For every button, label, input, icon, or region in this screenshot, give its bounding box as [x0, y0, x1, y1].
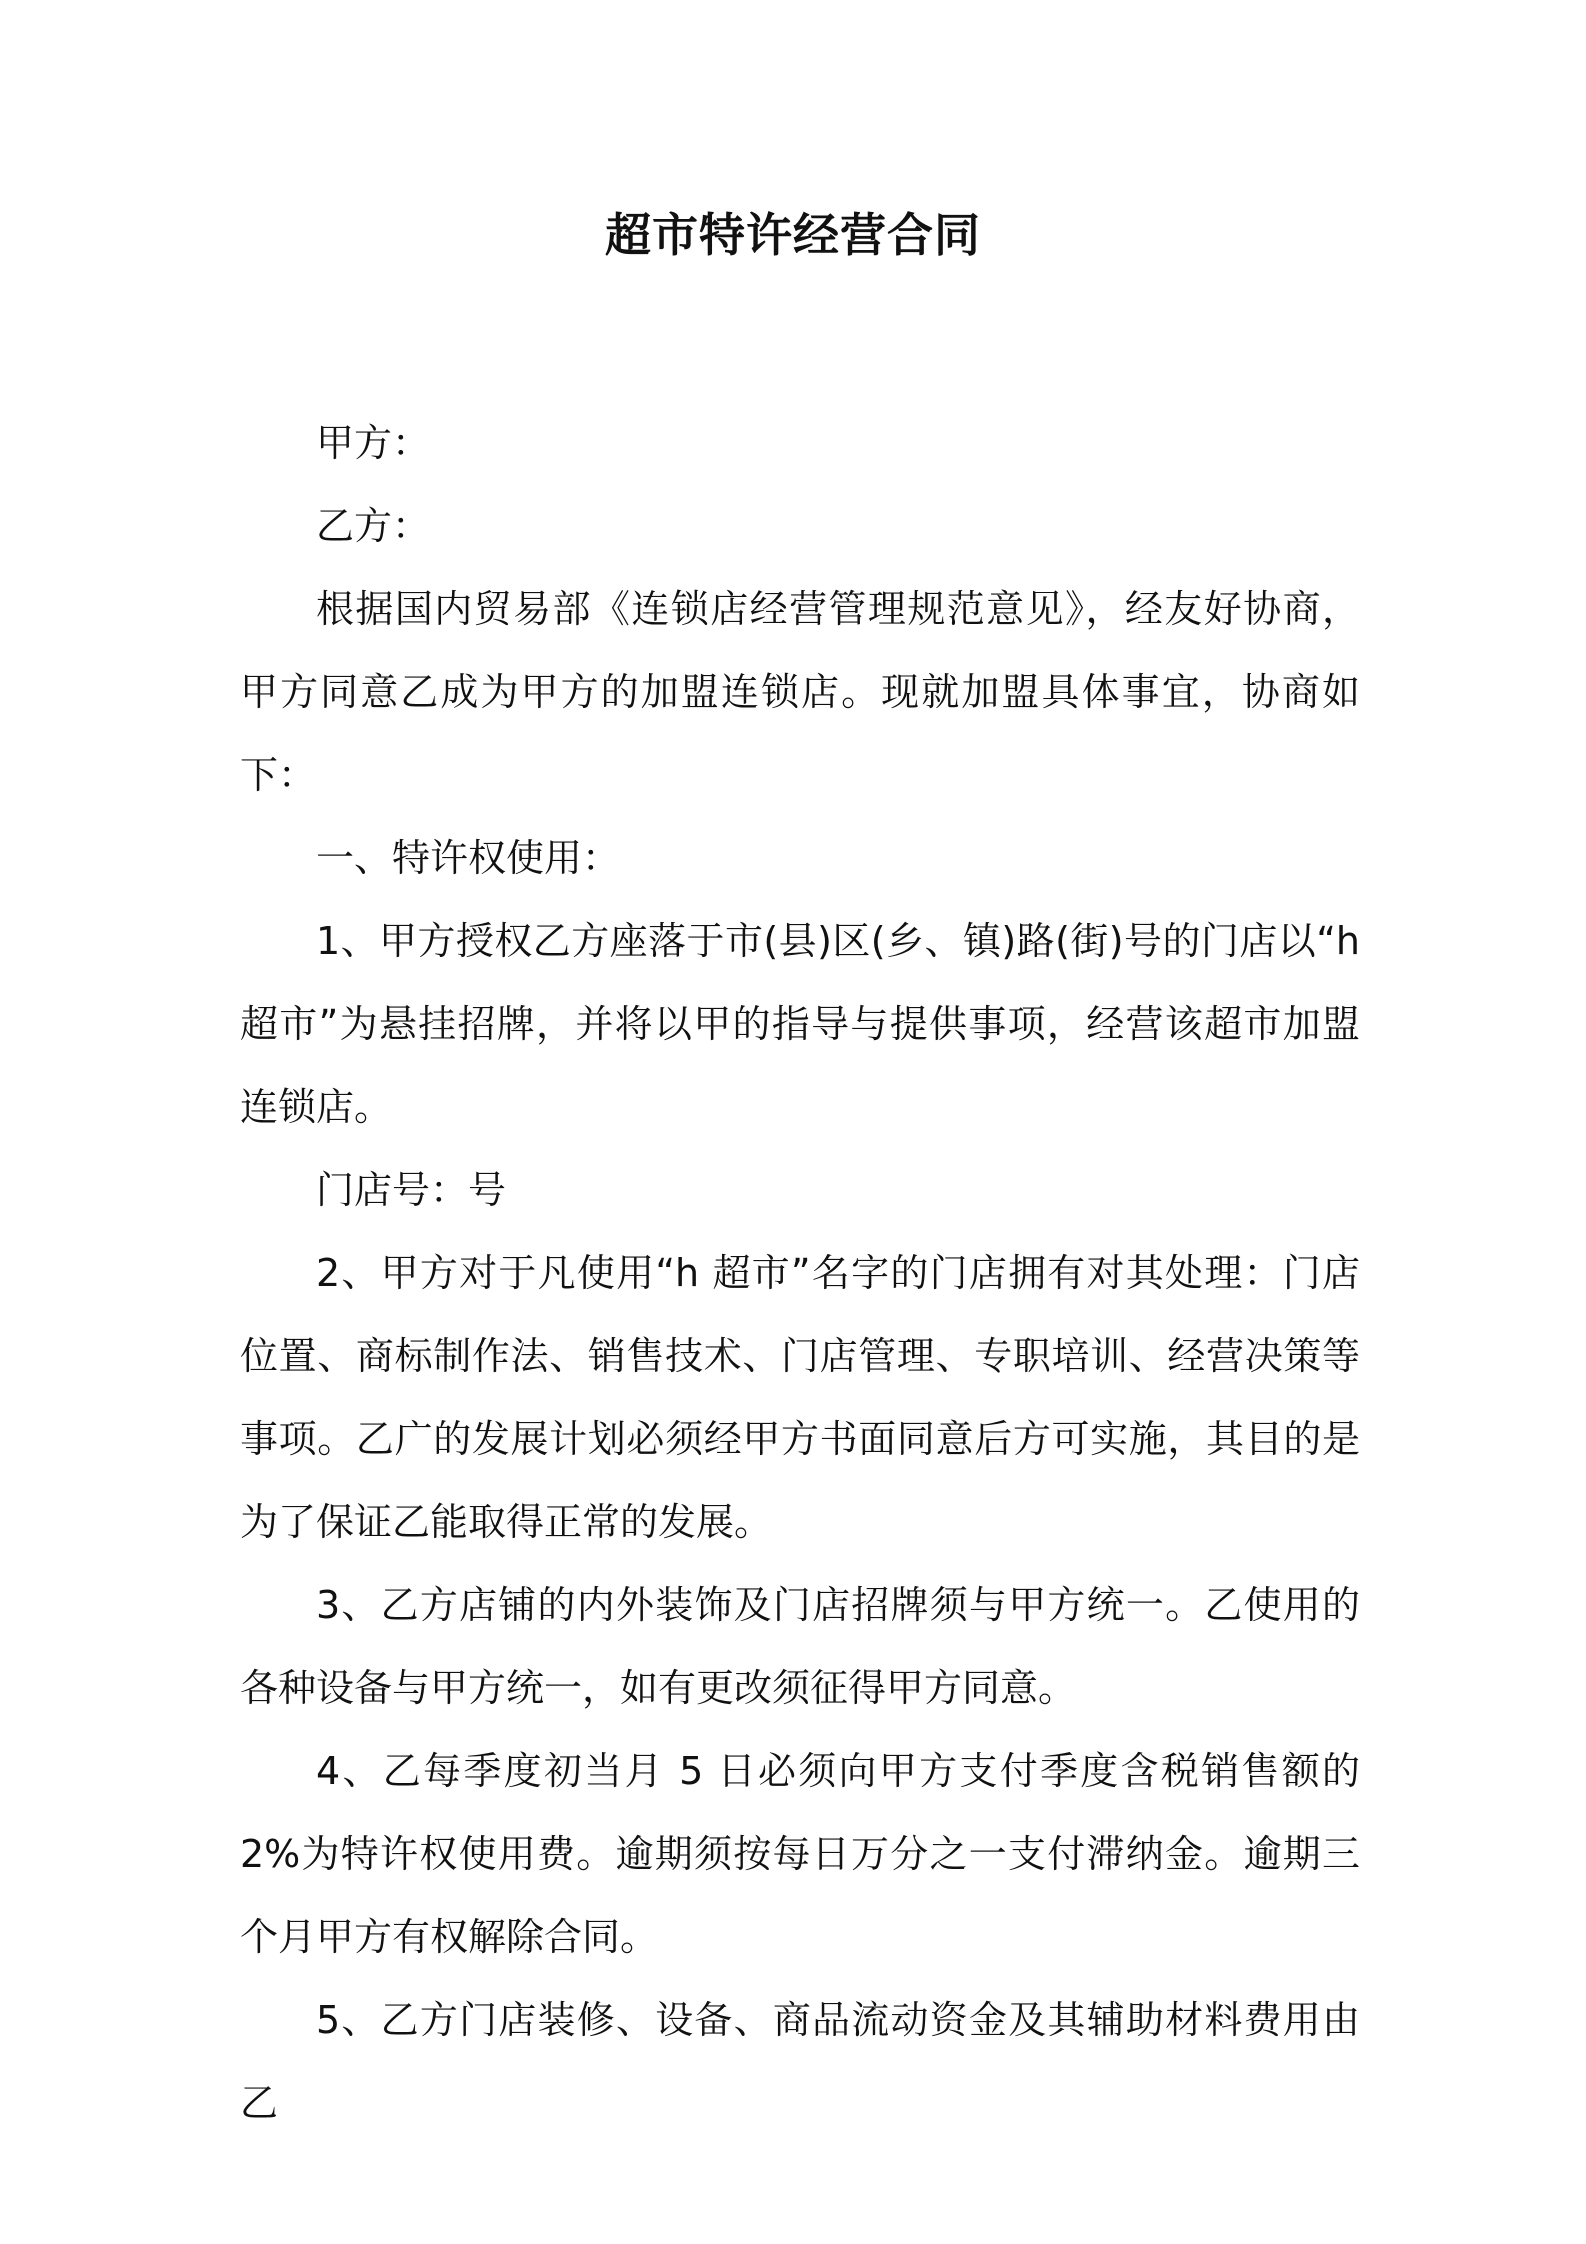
store-number-line: 门店号：号 — [316, 1168, 507, 1212]
document-title: 超市特许经营合同 — [605, 208, 981, 262]
party-a-line: 甲方： — [316, 421, 431, 465]
party-b-line: 乙方： — [316, 504, 431, 548]
section-heading-franchise-use: 一、特许权使用： — [316, 836, 621, 880]
clause-4: 4、乙每季度初当月 5 日必须向甲方支付季度含税销售额的 2%为特许权使用费。逾期须按每日万分之一支付滞纳金。逾期三个月甲方有权解除合同。 — [240, 1749, 1360, 1959]
preamble-paragraph: 根据国内贸易部《连锁店经营管理规范意见》，经友好协商，甲方同意乙成为甲方的加盟连锁店。现就加盟具体事宜，协商如下： — [240, 587, 1360, 797]
clause-5: 5、乙方门店装修、设备、商品流动资金及其辅助材料费用由乙 — [240, 1998, 1360, 2125]
clause-3: 3、乙方店铺的内外装饰及门店招牌须与甲方统一。乙使用的各种设备与甲方统一，如有更改须征得甲方同意。 — [240, 1583, 1360, 1710]
clause-1: 1、甲方授权乙方座落于市(县)区(乡、镇)路(街)号的门店以“h超市”为悬挂招牌，并将以甲的指导与提供事项，经营该超市加盟连锁店。 — [240, 919, 1360, 1129]
document-body — [240, 402, 1360, 2145]
clause-2: 2、甲方对于凡使用“h 超市”名字的门店拥有对其处理：门店位置、商标制作法、销售技术、门店管理、专职培训、经营决策等事项。乙广的发展计划必须经甲方书面同意后方可实施，其目的是为了保证乙能取得正常的发展。 — [240, 1251, 1360, 1544]
